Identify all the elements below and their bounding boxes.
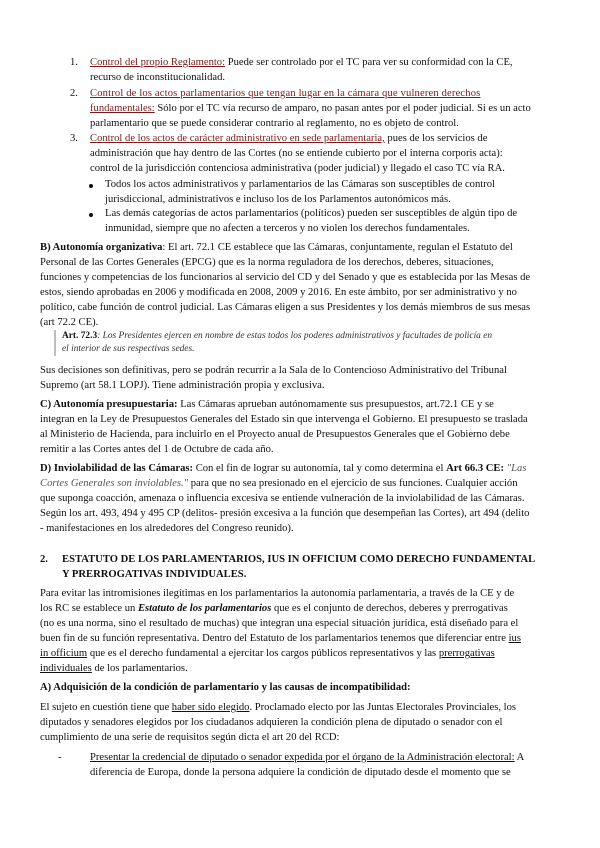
section-c-text: remitir a las Cortes antes del 1 de Octubre de cada año. xyxy=(40,444,274,455)
list-number: 3. xyxy=(70,133,78,144)
paragraph-text: diputados y senadores elegidos por los ciudadanos adquieren la condición plena de diputado o senador con el xyxy=(40,717,503,728)
section-d-label: D) Inviolabilidad de las Cámaras: xyxy=(40,463,194,474)
dash-item xyxy=(90,750,524,765)
dash-item-text: A xyxy=(514,752,525,763)
section-b-text: estos, siendo aprobadas en 2006 y modificada en 2008, 2009 y 2016. En este ámbito, por ser administrativo y no xyxy=(40,287,517,298)
list-item-heading-text: Control de los actos parlamentarios que tengan lugar en la cámara que vulneren derechos xyxy=(90,88,481,99)
list-item-text: administración que hay dentro de las Cortes (no se entiende cubierto por el interna corporis acta): xyxy=(90,148,503,159)
quote-text: el interior de sus respectivas sedes. xyxy=(62,344,195,354)
quote-text: : Los Presidentes ejercen en nombre de estas todos los poderes administrativos y facultades de policía en xyxy=(97,331,493,341)
paragraph-line xyxy=(40,661,188,676)
quote-label: Art. 72.3 xyxy=(62,331,98,341)
list-item-heading: Control de los actos de carácter administrativo en sede parlamentaria, xyxy=(90,133,385,144)
section-c xyxy=(40,397,494,412)
section-b-label: B) Autonomía organizativa xyxy=(40,242,163,253)
list-item-heading: Control del propio Reglamento: xyxy=(90,57,226,68)
paragraph-text: (no es una norma, sino el resultado de muchas) que integran una especial situación jurídica, está diseñado para el xyxy=(40,618,519,629)
paragraph-line xyxy=(40,646,495,661)
section-d xyxy=(40,461,526,476)
term-in-officium: in officium xyxy=(40,648,88,659)
bullet-text: Las demás categorías de actos parlamentarios (políticos) pueden ser susceptibles de algún tipo de xyxy=(105,208,518,219)
section-d-quote: "Las xyxy=(504,463,527,474)
term-estatuto: Estatuto de los parlamentarios xyxy=(137,603,272,614)
section-heading: Y PRERROGATIVAS INDIVIDUALES. xyxy=(62,569,247,580)
list-item-text: parlamentario que se puede considerar contrario al reglamento, no es objeto de control. xyxy=(90,118,459,129)
dash-marker: - xyxy=(58,752,62,763)
list-item-heading-text: fundamentales: xyxy=(90,103,155,114)
section-d-line xyxy=(40,476,518,491)
list-item xyxy=(90,131,487,146)
section-b-text: (art 72.2 CE). xyxy=(40,317,99,328)
section-b-text: funciones y competencias de los funcionarios al servicio del CD y del Senado y que es establecida por las Mesas de xyxy=(40,272,531,283)
section-b xyxy=(40,240,513,255)
section-d-text: para que no sea presionado en el ejercicio de sus funciones. Cualquier acción xyxy=(188,478,518,489)
paragraph-line xyxy=(40,601,508,616)
term-prerrogativas: prerrogativas xyxy=(438,648,495,659)
list-item-text: control de la jurisdicción contenciosa administrativa (poder judicial) y llegado el caso TC vía RA. xyxy=(90,163,505,174)
paragraph-text: cumplimiento de una serie de requisitos según dicta el art 20 del RCD: xyxy=(40,732,340,743)
section-c-text: integran en la Ley de Presupuestos Generales del Estado sin que intervenga el Gobierno. El presupuesto se traslada xyxy=(40,414,528,425)
section-d-article: Art 66.3 CE: xyxy=(446,463,505,474)
paragraph-text: Supremo (art 58.1 LOPJ). Tiene administración propia y exclusiva. xyxy=(40,380,325,391)
subsection-title: A) Adquisición de la condición de parlamentario y las causas de incompatibilidad: xyxy=(40,682,411,693)
list-item-text: Sólo por el TC vía recurso de amparo, no pasan antes por el poder judicial. Si es un acto xyxy=(154,103,531,114)
section-b-text: : El art. 72.1 CE establece que las Cámaras, conjuntamente, regulan el Estatuto del xyxy=(162,242,513,253)
section-c-label: C) Autonomía presupuestaria: xyxy=(40,399,178,410)
list-item-heading xyxy=(90,86,480,101)
list-item-text: recurso de inconstitucionalidad. xyxy=(90,72,226,83)
section-c-text: al Ministerio de Hacienda, para incluirlo en el Proyecto anual de Presupuestos Generales que el Gobierno debe xyxy=(40,429,510,440)
paragraph-line xyxy=(40,631,521,646)
bullet-icon xyxy=(89,213,93,217)
paragraph-text: buen fin de su función representativa. Dentro del Estatuto de los parlamentarios tenemos que diferenciar entre xyxy=(40,633,509,644)
term-elegido: haber sido elegido xyxy=(171,702,250,713)
section-heading: ESTATUTO DE LOS PARLAMENTARIOS, IUS IN OFFICIUM COMO DERECHO FUNDAMENTAL xyxy=(62,554,536,565)
paragraph-text: de los parlamentarios. xyxy=(91,663,188,674)
paragraph-text: Para evitar las intromisiones ilegítimas en los parlamentarios la autonomía parlamentaria, a través de la CE y de xyxy=(40,588,515,599)
paragraph-text: . Proclamado electo por las Juntas Electorales Provinciales, los xyxy=(249,702,517,713)
paragraph-text: los RC se establece un xyxy=(40,603,138,614)
paragraph-text: que es el conjunto de derechos, deberes y prerrogativas xyxy=(271,603,508,614)
list-item-text: Puede ser controlado por el TC para ver su conformidad con la CE, xyxy=(225,57,513,68)
section-d-text: Según los art. 493, 494 y 495 CP (delitos- presión excesiva a la función que desempeñan las Cortes), art 494 (delito xyxy=(40,508,530,519)
bullet-text: Todos los actos administrativos y parlamentarios de las Cámaras son susceptibles de control xyxy=(105,179,495,190)
dash-item-text: diferencia de Europa, donde la persona adquiere la condición de diputado desde el momento que se xyxy=(90,767,511,778)
dash-item-heading: Presentar la credencial de diputado o senador expedida por el órgano de la Administración electoral: xyxy=(90,752,515,763)
quote-bar xyxy=(54,330,56,356)
section-d-text: - manifestaciones en los alrededores del Congreso reunido). xyxy=(40,523,294,534)
quote-art-72-3 xyxy=(62,330,492,343)
bullet-icon xyxy=(89,184,93,188)
section-c-text: Las Cámaras aprueban autónomamente sus presupuestos, art.72.1 CE y se xyxy=(177,399,494,410)
section-b-text: político, cabe función de control judicial. Las Cámaras eligen a sus Presidentes y los demás miembros de sus mesas xyxy=(40,302,531,313)
paragraph-text: Sus decisiones son definitivas, pero se podrán recurrir a la Sala de lo Contencioso Administrativo del Tribunal xyxy=(40,365,507,376)
section-d-text: que suponga coacción, amenaza o influencia excesiva se entiende vulneración de la inviolabilidad de las Cámaras. xyxy=(40,493,525,504)
heading-number: 2. xyxy=(40,554,48,565)
section-d-text: Con el fin de lograr su autonomía, tal y como determina el xyxy=(193,463,447,474)
section-d-quote: Cortes Generales son inviolables." xyxy=(40,478,189,489)
paragraph-text: que es el derecho fundamental a ejercitar los cargos públicos representativos y las xyxy=(87,648,439,659)
section-b-text: Personal de las Cortes Generales (EPCG) que es la norma reguladora de los derechos, deberes, situaciones, xyxy=(40,257,494,268)
paragraph-text: El sujeto en cuestión tiene que xyxy=(40,702,172,713)
term-individuales: individuales xyxy=(40,663,92,674)
bullet-text: jurisdiccional, administrativos e incluso los de los Parlamentos autonómicos más. xyxy=(105,194,451,205)
list-item-text: pues de los servicios de xyxy=(384,133,488,144)
list-item xyxy=(90,55,513,70)
list-item xyxy=(90,101,531,116)
bullet-text: inmunidad, siempre que no afecten a terceros y no violen los derechos fundamentales. xyxy=(105,223,470,234)
list-number: 2. xyxy=(70,88,78,99)
list-number: 1. xyxy=(70,57,78,68)
paragraph-line xyxy=(40,700,516,715)
term-ius: ius xyxy=(508,633,521,644)
